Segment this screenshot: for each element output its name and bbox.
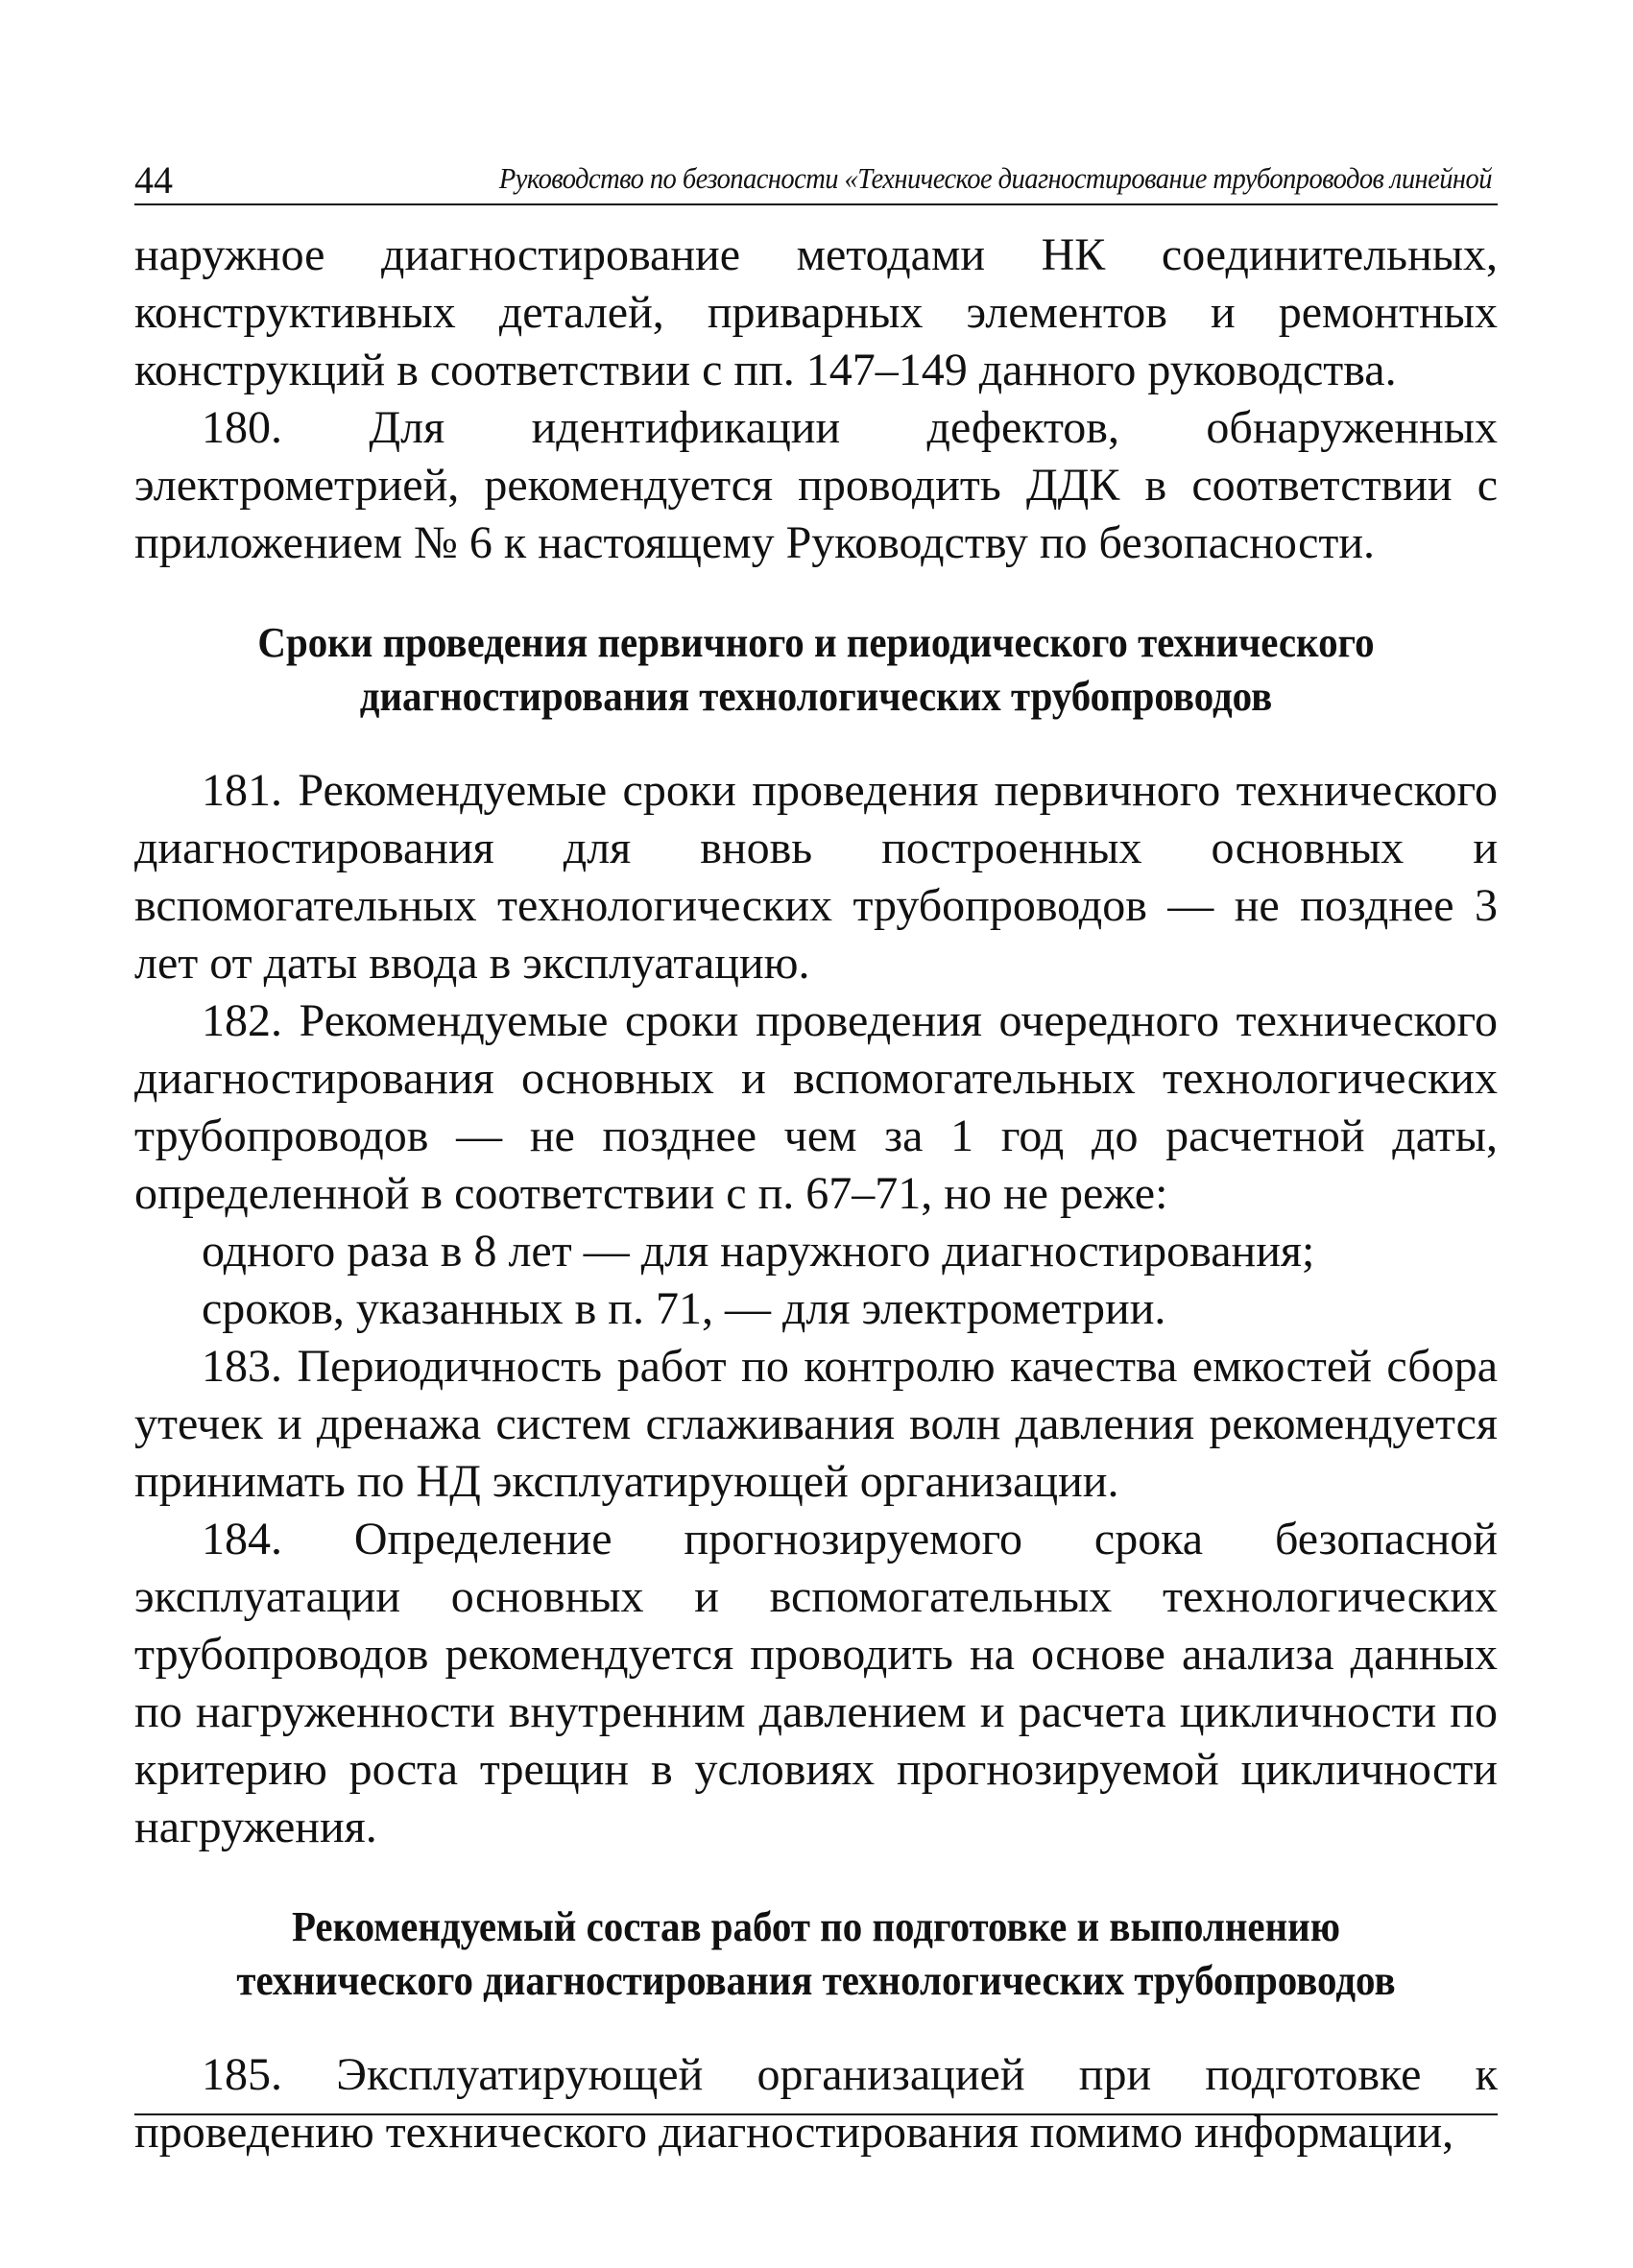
paragraph-183: 183. Периодичность работ по контролю качества емкостей сбора утечек и дренажа систем сглаживания волн давления рекомендуется принимать по НД эксплуатирующей организации. — [134, 1341, 1498, 1507]
section-heading-2: Рекомендуемый состав работ по подготовке и выполнению технического диагностирования технологических трубопроводов — [236, 1903, 1396, 2004]
paragraph-184: 184. Определение прогнозируемого срока безопасной эксплуатации основных и вспомогательных технологических трубопроводов рекомендуется проводить на основе анализа данных по нагруженности внутренним давлением и расчета цикличности по критерию роста трещин в условиях прогнозируемой цикличности нагружения. — [134, 1514, 1498, 1852]
running-title: Руководство по безопасности «Техническое диагностирование трубопроводов линейной — [498, 161, 1492, 195]
footer-rule — [134, 2113, 1498, 2115]
paragraph-182: 182. Рекомендуемые сроки проведения очередного технического диагностирования основных и вспомогательных технологических трубопроводов — не позднее чем за 1 год до расчетной даты, определенной в соответствии с п. 67–71, но не реже: — [134, 995, 1498, 1219]
paragraph-180: 180. Для идентификации дефектов, обнаруженных электрометрией, рекомендуется проводить ДДК в соответствии с приложением № 6 к настоящему Руководству по безопасности. — [134, 402, 1498, 568]
paragraph-182-item-b: сроков, указанных в п. 71, — для электрометрии. — [202, 1283, 1166, 1334]
paragraph-181: 181. Рекомендуемые сроки проведения первичного технического диагностирования для вновь построенных основных и вспомогательных технологических трубопроводов — не позднее 3 лет от даты ввода в эксплуатацию. — [134, 765, 1498, 989]
paragraph-182-item-a: одного раза в 8 лет — для наружного диагностирования; — [202, 1226, 1315, 1277]
paragraph-185: 185. Эксплуатирующей организацией при подготовке к проведению технического диагностирования помимо информации, — [134, 2049, 1498, 2158]
page-number: 44 — [134, 158, 173, 202]
running-header — [134, 144, 1498, 205]
paragraph-continued: наружное диагностирование методами НК соединительных, конструктивных деталей, приварных элементов и ремонтных конструкций в соответствии с пп. 147–149 данного руководства. — [134, 229, 1498, 395]
section-heading-1: Сроки проведения первичного и периодического технического диагностирования технологических трубопроводов — [257, 619, 1375, 720]
body-text — [134, 227, 1498, 2161]
document-page — [134, 144, 1498, 2161]
